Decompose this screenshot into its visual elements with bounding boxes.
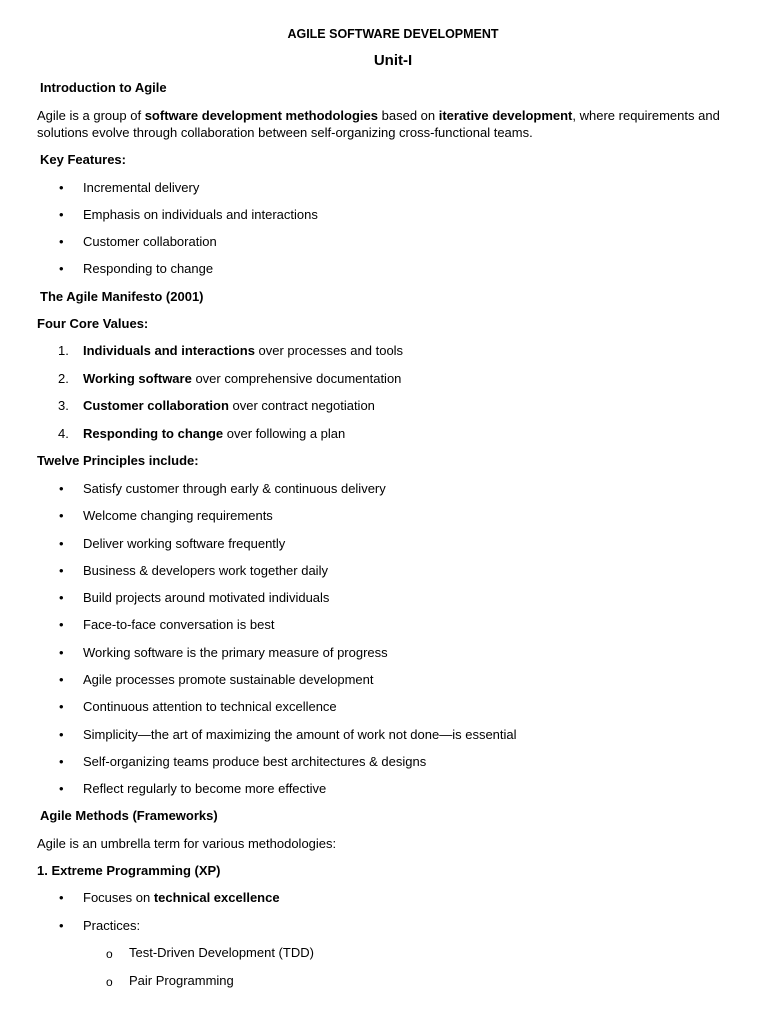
list-item: Business & developers work together daily (83, 563, 328, 578)
list-item: Reflect regularly to become more effective (83, 781, 327, 796)
value-bold: Individuals and interactions (83, 343, 255, 358)
list-item: Build projects around motivated individuals (83, 590, 330, 605)
bullet-icon: • (59, 781, 64, 796)
sub-bullet-icon: o (106, 947, 113, 961)
list-item: Agile processes promote sustainable development (83, 672, 374, 687)
list-item (83, 343, 403, 359)
bullet-icon: • (59, 645, 64, 660)
list-item (83, 426, 345, 442)
manifesto-heading: The Agile Manifesto (2001) (40, 289, 204, 304)
list-item: Deliver working software frequently (83, 536, 286, 551)
list-item: Continuous attention to technical excellence (83, 699, 337, 714)
list-item: Responding to change (83, 261, 214, 276)
bullet-icon: • (59, 234, 64, 249)
sub-list-item: Pair Programming (129, 973, 234, 988)
list-item: Welcome changing requirements (83, 508, 273, 523)
bullet-icon: • (59, 617, 64, 632)
bullet-icon: • (59, 508, 64, 523)
value-rest: over contract negotiation (228, 398, 375, 413)
list-item: Satisfy customer through early & continuous delivery (83, 481, 386, 496)
intro-text-3: , where requirements and solutions evolve through collaboration between self-organizing cross-functional teams. (37, 108, 720, 140)
list-item (83, 890, 280, 906)
value-rest: over following a plan (223, 426, 346, 441)
list-item: Self-organizing teams produce best architectures & designs (83, 754, 427, 769)
document-title: AGILE SOFTWARE DEVELOPMENT (287, 27, 499, 41)
value-rest: over comprehensive documentation (191, 371, 402, 386)
principles-heading: Twelve Principles include: (37, 453, 199, 468)
intro-bold-1: software development methodologies (144, 108, 379, 123)
list-item: Face-to-face conversation is best (83, 617, 275, 632)
value-bold: Working software (83, 371, 192, 386)
list-number: 2. (58, 371, 69, 386)
bullet-icon: • (59, 207, 64, 222)
value-bold: Customer collaboration (83, 398, 229, 413)
bullet-icon: • (59, 563, 64, 578)
unit-title: Unit-I (373, 52, 413, 69)
bullet-icon: • (59, 536, 64, 551)
value-bold: Responding to change (83, 426, 224, 441)
value-rest: over processes and tools (254, 343, 404, 358)
methods-intro: Agile is an umbrella term for various methodologies: (37, 836, 337, 851)
list-item: Customer collaboration (83, 234, 217, 249)
intro-paragraph (37, 107, 727, 141)
bullet-icon: • (59, 590, 64, 605)
sub-bullet-icon: o (106, 975, 113, 989)
list-number: 1. (58, 343, 69, 358)
bullet-icon: • (59, 918, 64, 933)
list-item (83, 371, 401, 387)
bullet-icon: • (59, 672, 64, 687)
list-item: Practices: (83, 918, 141, 933)
list-item (83, 398, 375, 414)
xp-heading: 1. Extreme Programming (XP) (37, 863, 221, 878)
bullet-icon: • (59, 727, 64, 742)
list-number: 4. (58, 426, 69, 441)
xp-focus-bold: technical excellence (153, 890, 280, 905)
intro-text-2: based on (378, 108, 439, 123)
list-item: Incremental delivery (83, 180, 200, 195)
intro-heading: Introduction to Agile (40, 80, 167, 95)
sub-list-item: Test-Driven Development (TDD) (129, 945, 314, 960)
list-number: 3. (58, 398, 69, 413)
bullet-icon: • (59, 754, 64, 769)
bullet-icon: • (59, 261, 64, 276)
intro-bold-2: iterative development (438, 108, 573, 123)
list-item: Working software is the primary measure of progress (83, 645, 388, 660)
bullet-icon: • (59, 180, 64, 195)
key-features-heading: Key Features: (40, 152, 126, 167)
bullet-icon: • (59, 890, 64, 905)
methods-heading: Agile Methods (Frameworks) (40, 808, 218, 823)
bullet-icon: • (59, 699, 64, 714)
list-item: Emphasis on individuals and interactions (83, 207, 318, 222)
list-item: Simplicity—the art of maximizing the amount of work not done—is essential (83, 727, 517, 742)
core-values-heading: Four Core Values: (37, 316, 149, 331)
xp-focus-text: Focuses on (83, 890, 154, 905)
bullet-icon: • (59, 481, 64, 496)
intro-text-1: Agile is a group of (37, 108, 145, 123)
